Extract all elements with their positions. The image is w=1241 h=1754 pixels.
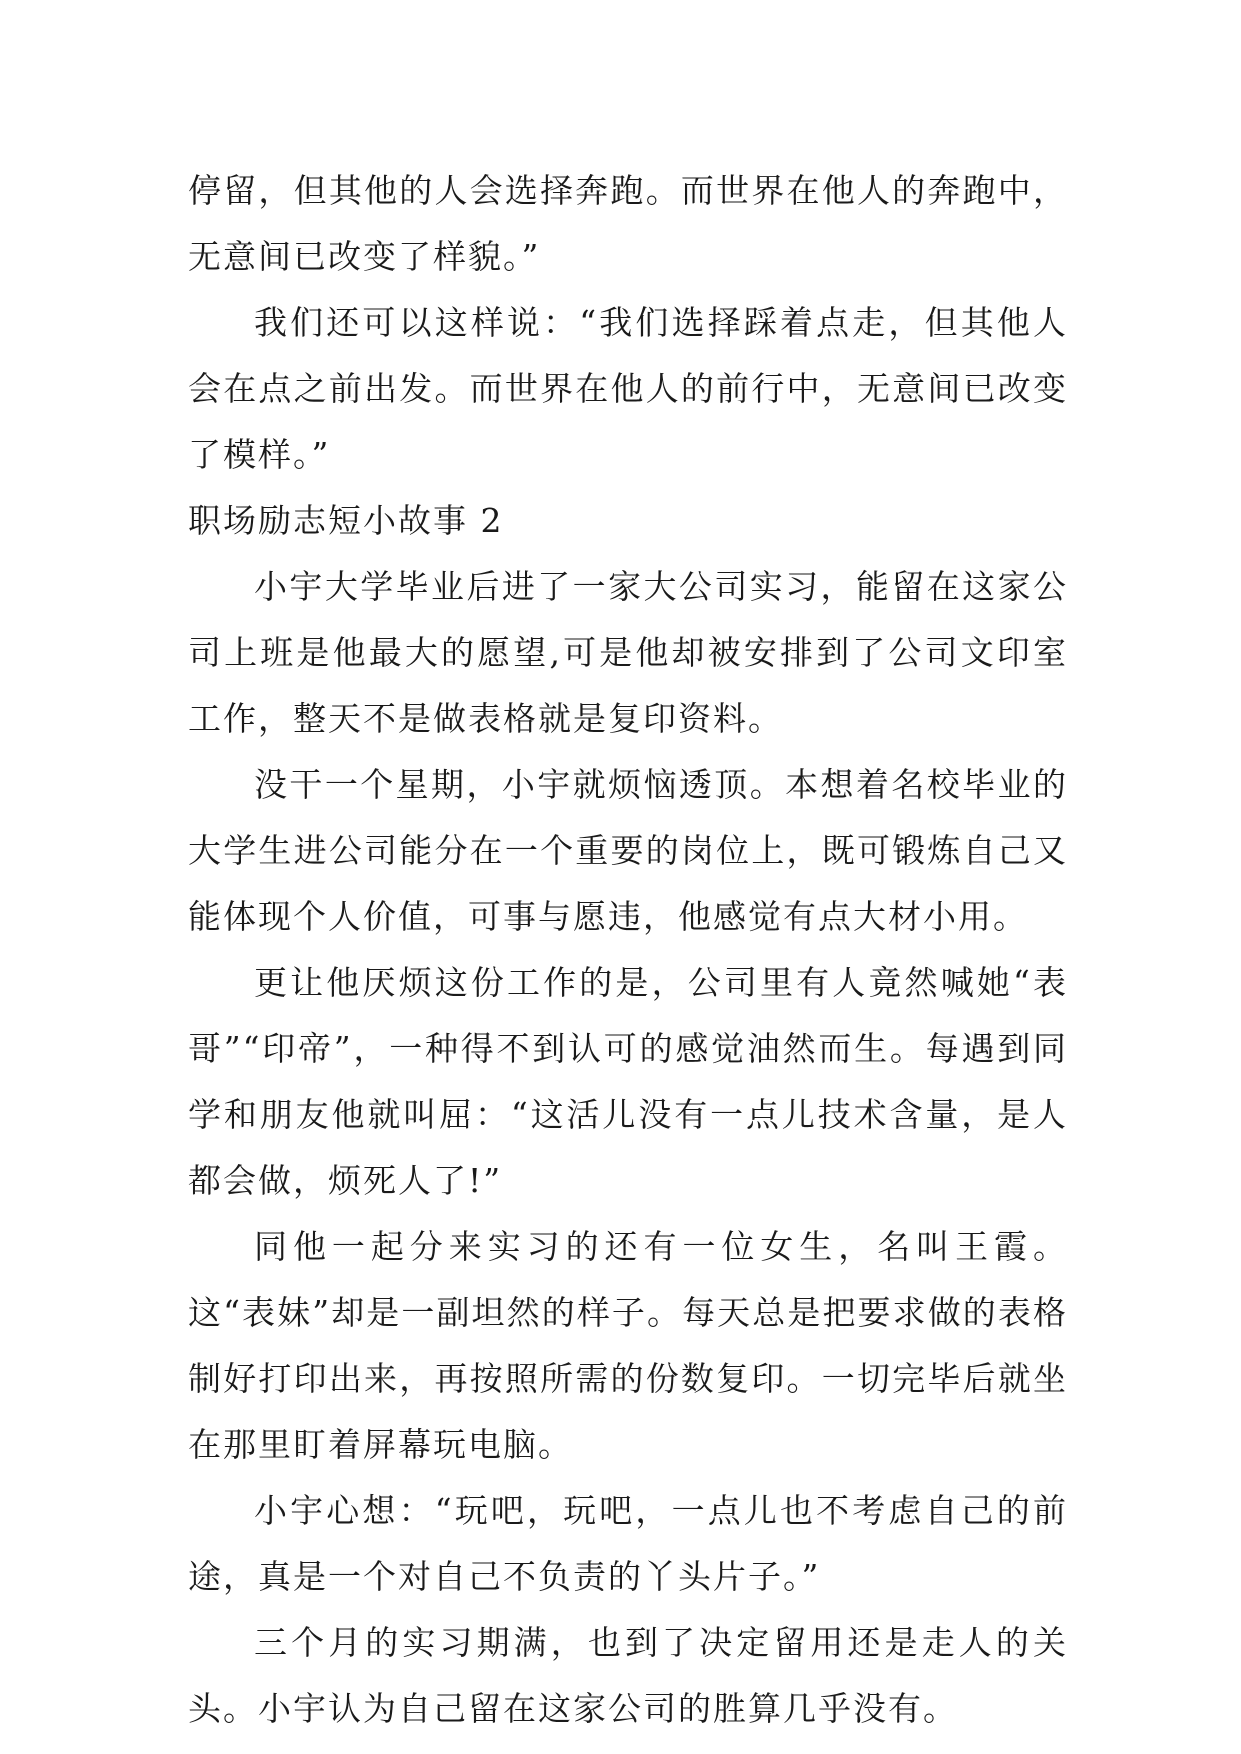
paragraph-quote: 我们还可以这样说：“我们选择踩着点走，但其他人会在点之前出发。而世界在他人的前行中，无意间已改变了模样。”	[188, 303, 1068, 474]
story-paragraph-5: 小宇心想：“玩吧，玩吧，一点儿也不考虑自己的前途，真是一个对自己不负责的丫头片子。”	[188, 1491, 1068, 1596]
paragraph-continuation: 停留，但其他的人会选择奔跑。而世界在他人的奔跑中，无意间已改变了样貌。”	[188, 171, 1068, 276]
document-body	[188, 158, 1068, 1742]
story-paragraph-4: 同他一起分来实习的还有一位女生，名叫王霞。这“表妹”却是一副坦然的样子。每天总是把要求做的表格制好打印出来，再按照所需的份数复印。一切完毕后就坐在那里盯着屏幕玩电脑。	[188, 1227, 1068, 1464]
story-paragraph-1: 小宇大学毕业后进了一家大公司实习，能留在这家公司上班是他最大的愿望,可是他却被安排到了公司文印室工作，整天不是做表格就是复印资料。	[188, 567, 1068, 738]
story-paragraph-3: 更让他厌烦这份工作的是，公司里有人竟然喊她“表哥”“印帝”，一种得不到认可的感觉油然而生。每遇到同学和朋友他就叫屈：“这活儿没有一点儿技术含量，是人都会做，烦死人了!”	[188, 963, 1068, 1200]
story-paragraph-6: 三个月的实习期满，也到了决定留用还是走人的关头。小宇认为自己留在这家公司的胜算几乎没有。	[188, 1623, 1068, 1728]
section-title: 职场励志短小故事 2	[188, 501, 504, 540]
story-paragraph-2: 没干一个星期，小宇就烦恼透顶。本想着名校毕业的大学生进公司能分在一个重要的岗位上，既可锻炼自己又能体现个人价值，可事与愿违，他感觉有点大材小用。	[188, 765, 1068, 936]
